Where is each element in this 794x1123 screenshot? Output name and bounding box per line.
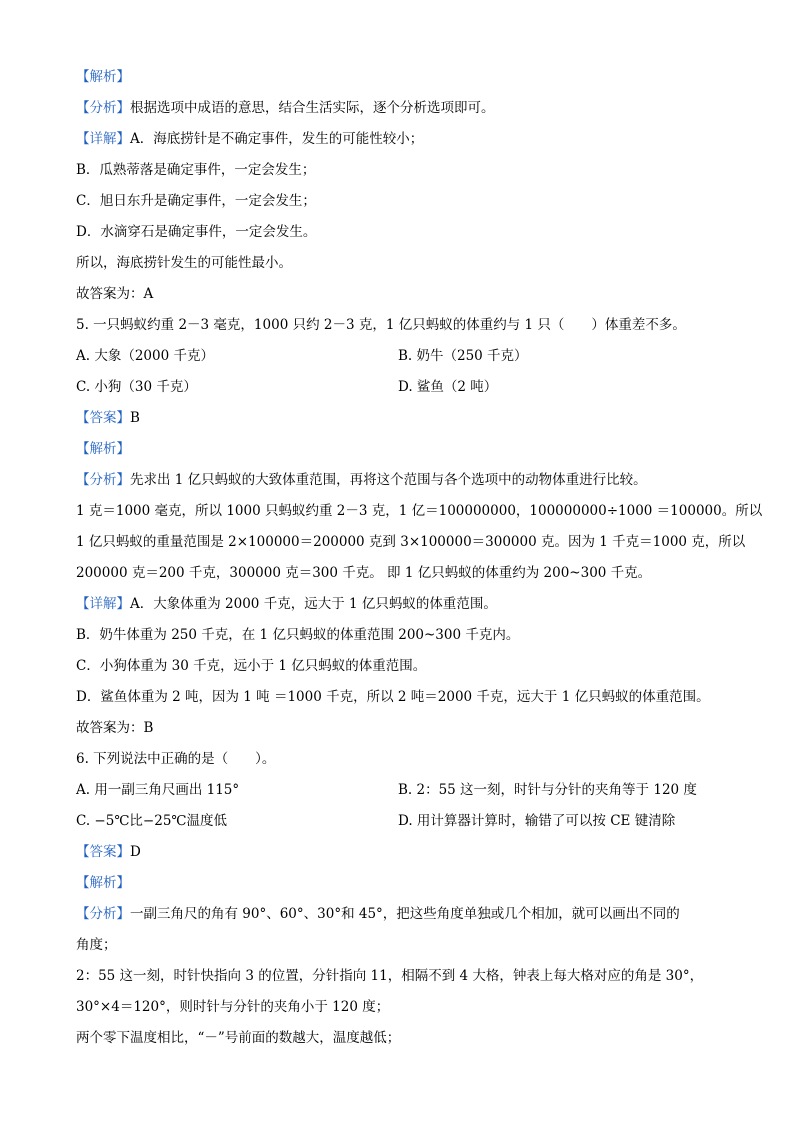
q5-final-answer: 故答案为：B bbox=[76, 720, 154, 736]
q5-options-row-1 bbox=[76, 341, 726, 372]
q6-temperature-line: 两个零下温度相比，“－”号前面的数越大，温度越低； bbox=[76, 1030, 401, 1046]
q6-answer: 【答案】D bbox=[76, 844, 141, 860]
detail-paragraph: 【详解】A．海底捞针是不确定事件，发生的可能性较小； bbox=[76, 131, 424, 147]
document-page bbox=[76, 62, 763, 1054]
q5-option-d: D. 鲨鱼（2 吨） bbox=[398, 379, 498, 395]
q5-option-a: A. 大象（2000 千克） bbox=[76, 348, 214, 364]
q5-options-row-2 bbox=[76, 372, 726, 403]
q5-detail-line-c: C．小狗体重为 30 千克，远小于 1 亿只蚂蚁的体重范围。 bbox=[76, 658, 427, 674]
q5-analysis-heading: 【解析】 bbox=[76, 441, 130, 457]
detail-line-d: D．水滴穿石是确定事件，一定会发生。 bbox=[76, 224, 317, 240]
q6-clock-line-1: 2：55 这一刻，时针快指向 3 的位置，分针指向 11，相隔不到 4 大格，钟表上每大格对应的角是 30°， bbox=[76, 968, 704, 984]
final-answer-line: 故答案为：A bbox=[76, 286, 154, 302]
q5-calc-line-2: 1 亿只蚂蚁的重量范围是 2×100000＝200000 克到 3×100000＝300000 克。因为 1 千克＝1000 克，所以 bbox=[76, 534, 746, 550]
q5-option-b: B. 奶牛（250 千克） bbox=[398, 348, 528, 364]
q6-option-b: B. 2：55 这一刻，时针与分针的夹角等于 120 度 bbox=[398, 782, 697, 798]
q6-analysis-heading: 【解析】 bbox=[76, 875, 130, 891]
question-5: 5. 一只蚂蚁约重 2－3 毫克，1000 只约 2－3 克，1 亿只蚂蚁的体重约与 1 只（ ）体重差不多。 bbox=[76, 317, 686, 333]
q6-options-row-1 bbox=[76, 775, 726, 806]
q5-answer: 【答案】B bbox=[76, 410, 140, 426]
q5-calc-line-1: 1 克＝1000 毫克，所以 1000 只蚂蚁约重 2－3 克，1 亿＝100000000，100000000÷1000 ＝100000。所以 bbox=[76, 503, 763, 519]
q5-detail-line-d: D．鲨鱼体重为 2 吨，因为 1 吨 ＝1000 千克，所以 2 吨＝2000 千克，远大于 1 亿只蚂蚁的体重范围。 bbox=[76, 689, 710, 705]
q6-option-d: D. 用计算器计算时，输错了可以按 CE 键清除 bbox=[398, 813, 676, 829]
q6-analysis-paragraph: 【分析】一副三角尺的角有 90°、60°、30°和 45°，把这些角度单独或几个相加，就可以画出不同的 bbox=[76, 906, 680, 922]
q6-analysis-continued: 角度； bbox=[76, 937, 117, 953]
q5-detail-paragraph: 【详解】A．大象体重为 2000 千克，远大于 1 亿只蚂蚁的体重范围。 bbox=[76, 596, 497, 612]
q6-option-a: A. 用一副三角尺画出 115° bbox=[76, 782, 240, 798]
conclusion-line: 所以，海底捞针发生的可能性最小。 bbox=[76, 255, 292, 271]
q6-clock-line-2: 30°×4＝120°，则时针与分针的夹角小于 120 度； bbox=[76, 999, 390, 1015]
analysis-paragraph: 【分析】根据选项中成语的意思，结合生活实际，逐个分析选项即可。 bbox=[76, 100, 495, 116]
q5-calc-line-3: 200000 克＝200 千克，300000 克＝300 千克。 即 1 亿只蚂蚁的体重约为 200~300 千克。 bbox=[76, 565, 652, 581]
q6-option-c: C. −5℃比−25℃温度低 bbox=[76, 813, 228, 829]
q6-options-row-2 bbox=[76, 806, 726, 837]
detail-line-b: B．瓜熟蒂落是确定事件，一定会发生； bbox=[76, 162, 316, 178]
detail-line-c: C．旭日东升是确定事件，一定会发生； bbox=[76, 193, 316, 209]
q5-analysis-paragraph: 【分析】先求出 1 亿只蚂蚁的大致体重范围，再将这个范围与各个选项中的动物体重进行比较。 bbox=[76, 472, 647, 488]
question-6: 6. 下列说法中正确的是（ ）。 bbox=[76, 751, 276, 767]
q5-option-c: C. 小狗（30 千克） bbox=[76, 379, 197, 395]
q5-detail-line-b: B．奶牛体重为 250 千克，在 1 亿只蚂蚁的体重范围 200~300 千克内。 bbox=[76, 627, 520, 643]
analysis-heading: 【解析】 bbox=[76, 69, 130, 85]
